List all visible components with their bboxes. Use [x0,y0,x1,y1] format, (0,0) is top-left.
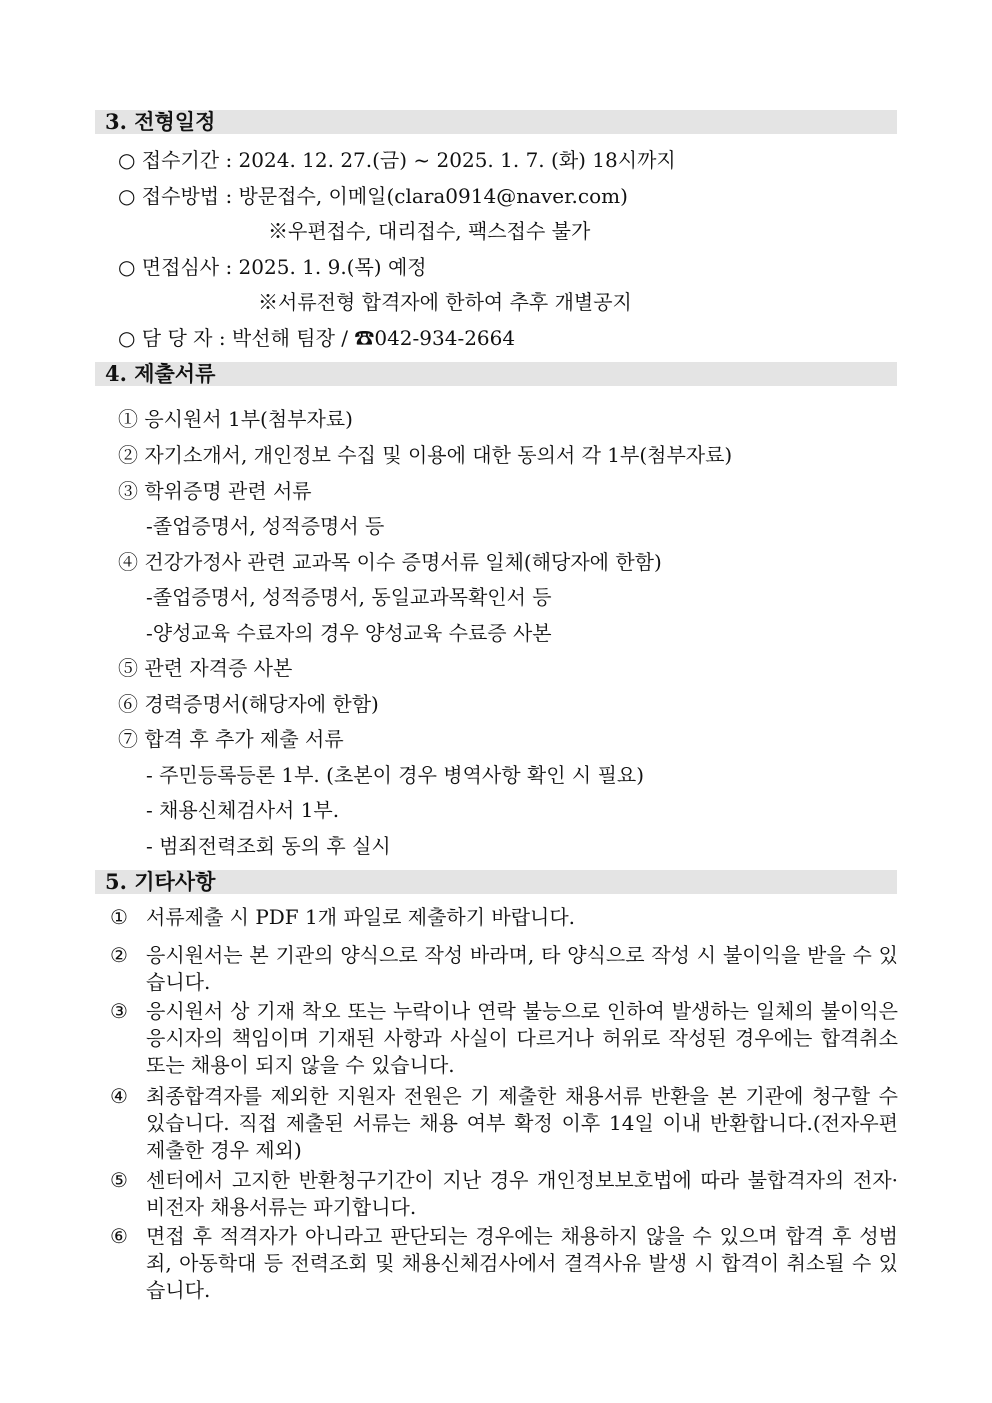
doc-item-4-sub-1: -졸업증명서, 성적증명서, 동일교과목확인서 등 [146,585,552,609]
doc-item-3-sub: -졸업증명서, 성적증명서 등 [146,514,385,538]
doc-item-7-sub-3: - 범죄전력조회 동의 후 실시 [146,834,391,858]
doc-item-3: ③ 학위증명 관련 서류 [118,479,312,503]
doc-item-4: ④ 건강가정사 관련 교과목 이수 증명서류 일체(해당자에 한함) [118,550,662,574]
etc-item-3-number: ③ [110,999,128,1023]
doc-item-7-sub-2: - 채용신체검사서 1부. [146,798,340,822]
contact-person: ○ 담 당 자 : 박선해 팀장 / ☎042-934-2664 [118,326,516,350]
application-method-note: ※우편접수, 대리접수, 팩스접수 불가 [268,219,591,243]
etc-item-2 [110,942,898,996]
etc-item-1-text: 서류제출 시 PDF 1개 파일로 제출하기 바랍니다. [146,905,576,929]
etc-item-4-text: 최종합격자를 제외한 지원자 전원은 기 제출한 채용서류 반환을 본 기관에 청구할 수 있습니다. 직접 제출된 서류는 채용 여부 확정 이후 14일 이내 반환합니다.(전자우편 제출한 경우 제외) [146,1084,898,1162]
doc-item-4-sub-2: -양성교육 수료자의 경우 양성교육 수료증 사본 [146,621,552,645]
section-4-title: 4. 제출서류 [95,362,897,386]
etc-item-5-number: ⑤ [110,1168,128,1192]
section-5-title: 5. 기타사항 [95,870,897,894]
doc-item-2: ② 자기소개서, 개인정보 수집 및 이용에 대한 동의서 각 1부(첨부자료) [118,443,733,467]
etc-item-2-text: 응시원서는 본 기관의 양식으로 작성 바라며, 타 양식으로 작성 시 불이익을 받을 수 있습니다. [146,943,898,994]
etc-item-3 [110,998,898,1079]
doc-item-6: ⑥ 경력증명서(해당자에 한함) [118,692,379,716]
etc-item-4-number: ④ [110,1084,128,1108]
etc-item-3-text: 응시원서 상 기재 착오 또는 누락이나 연락 불능으로 인하여 발생하는 일체의 불이익은 응시자의 책임이며 기재된 사항과 사실이 다르거나 허위로 작성된 경우에는 합격취소 또는 채용이 되지 않을 수 있습니다. [146,999,898,1077]
doc-item-7-sub-1: - 주민등록등론 1부. (초본이 경우 병역사항 확인 시 필요) [146,763,645,787]
etc-item-1 [110,904,898,931]
doc-item-7: ⑦ 합격 후 추가 제출 서류 [118,727,344,751]
application-method: ○ 접수방법 : 방문접수, 이메일(clara0914@naver.com) [118,184,628,208]
etc-item-6-number: ⑥ [110,1224,128,1248]
interview-schedule: ○ 면접심사 : 2025. 1. 9.(목) 예정 [118,255,427,279]
section-3-title: 3. 전형일정 [95,110,897,134]
etc-item-4 [110,1083,898,1164]
interview-note: ※서류전형 합격자에 한하여 추후 개별공지 [258,290,632,314]
etc-item-2-number: ② [110,943,128,967]
etc-item-6 [110,1223,898,1304]
etc-item-5 [110,1167,898,1221]
etc-item-6-text: 면접 후 적격자가 아니라고 판단되는 경우에는 채용하지 않을 수 있으며 합격 후 성범죄, 아동학대 등 전력조회 및 채용신체검사에서 결격사유 발생 시 합격이 취소될 수 있습니다. [146,1224,898,1302]
doc-item-1: ① 응시원서 1부(첨부자료) [118,407,353,431]
application-period: ○ 접수기간 : 2024. 12. 27.(금) ~ 2025. 1. 7. (화) 18시까지 [118,148,676,172]
doc-item-5: ⑤ 관련 자격증 사본 [118,656,293,680]
etc-item-1-number: ① [110,905,128,929]
etc-item-5-text: 센터에서 고지한 반환청구기간이 지난 경우 개인정보보호법에 따라 불합격자의 전자·비전자 채용서류는 파기합니다. [146,1168,898,1219]
